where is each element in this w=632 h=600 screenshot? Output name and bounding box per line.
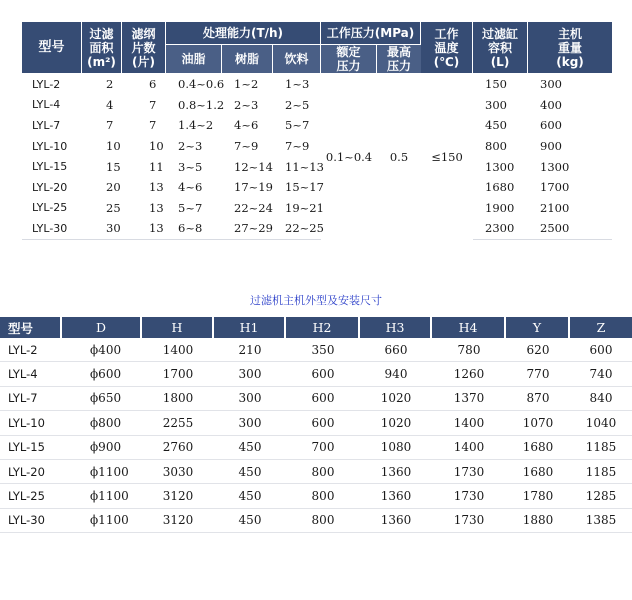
cell-volume: 1300 — [485, 159, 515, 174]
cell-oil: 6~8 — [166, 218, 222, 240]
table-row — [0, 338, 632, 362]
dim-cell: 800 — [286, 460, 360, 484]
dim-header: H4 — [432, 317, 506, 338]
cell-oil: 2~3 — [178, 139, 203, 154]
cell-volume: 800 — [485, 139, 507, 154]
cell-resin: 2~3 — [234, 97, 259, 112]
dim-cell: 1360 — [360, 484, 432, 508]
dim-cell: 1880 — [506, 509, 570, 533]
dim-cell: ϕ800 — [62, 411, 142, 435]
cell-beverage: 11~13 — [285, 159, 324, 174]
dim-cell: 1020 — [360, 411, 432, 435]
cell-beverage: 5~7 — [285, 118, 310, 133]
header-rated-pressure-label: 额定 压力 — [336, 45, 361, 73]
cell-plates: 11 — [149, 159, 164, 174]
header-temperature — [421, 22, 473, 74]
header-plate-count — [122, 22, 166, 74]
dim-cell: 840 — [570, 387, 632, 411]
cell-resin: 17~19 — [234, 180, 273, 195]
cell-volume: 300 — [485, 97, 507, 112]
header-filter-area — [82, 22, 122, 74]
header-volume-label: 过滤缸 容积 (L) — [482, 26, 519, 69]
header-filter-area-label: 过滤 面积 (m²) — [87, 26, 116, 69]
table-row — [22, 198, 612, 219]
dim-cell: ϕ1100 — [62, 484, 142, 508]
dim-cell: 700 — [286, 436, 360, 460]
dim-cell: 940 — [360, 362, 432, 386]
dim-cell: 600 — [286, 362, 360, 386]
header-pressure: 工作压力(MPa) — [321, 22, 421, 45]
dim-header: 型号 — [0, 317, 62, 338]
table-row — [0, 509, 632, 533]
table-row — [0, 484, 632, 508]
dim-cell: 450 — [214, 436, 286, 460]
cell-model: LYL-30 — [22, 218, 82, 240]
dim-header: Z — [570, 317, 632, 338]
cell-beverage: 19~21 — [285, 200, 324, 215]
table-row — [0, 362, 632, 386]
dim-cell: 660 — [360, 338, 432, 362]
table-row — [22, 136, 612, 157]
cell-volume: 150 — [485, 77, 507, 92]
dim-cell: LYL-30 — [0, 509, 62, 533]
cell-model: LYL-4 — [32, 98, 61, 112]
filter-specs-table — [22, 22, 612, 240]
dim-cell: 1680 — [506, 460, 570, 484]
cell-area: 7 — [106, 118, 114, 133]
dim-cell: 1070 — [506, 411, 570, 435]
cell-plates: 10 — [149, 139, 164, 154]
dim-cell: LYL-2 — [0, 338, 62, 362]
dim-cell: 1040 — [570, 411, 632, 435]
dim-cell: 450 — [214, 484, 286, 508]
dim-cell: 300 — [214, 411, 286, 435]
cell-resin: 12~14 — [234, 159, 273, 174]
dim-cell: 1285 — [570, 484, 632, 508]
dim-cell: 1700 — [142, 362, 214, 386]
dim-cell: 1730 — [432, 509, 506, 533]
dim-cell: 780 — [432, 338, 506, 362]
dim-header: D — [62, 317, 142, 338]
cell-area: 25 — [106, 200, 121, 215]
cell-area: 20 — [106, 180, 121, 195]
dim-cell: 1370 — [432, 387, 506, 411]
dim-cell: LYL-25 — [0, 484, 62, 508]
table-row — [22, 74, 612, 95]
dim-cell: 300 — [214, 387, 286, 411]
cell-weight: 2100 — [540, 200, 570, 215]
dim-cell: 1385 — [570, 509, 632, 533]
table-row — [22, 218, 612, 240]
cell-model: LYL-2 — [32, 77, 61, 91]
dim-cell: ϕ900 — [62, 436, 142, 460]
cell-oil: 3~5 — [178, 159, 203, 174]
cell-area: 2 — [106, 77, 114, 92]
cell-model: LYL-15 — [32, 160, 68, 174]
header-weight — [528, 22, 612, 74]
cell-shared-max: 0.5 — [389, 149, 409, 164]
cell-oil: 0.8~1.2 — [178, 97, 225, 112]
dim-cell: 800 — [286, 484, 360, 508]
dim-cell: 2760 — [142, 436, 214, 460]
cell-resin: 27~29 — [222, 218, 273, 240]
dim-header: H — [142, 317, 214, 338]
dimensions-table — [0, 317, 632, 533]
dim-cell: 1680 — [506, 436, 570, 460]
cell-beverage: 7~9 — [285, 139, 310, 154]
dim-cell: 1800 — [142, 387, 214, 411]
header-model: 型号 — [22, 22, 82, 74]
dim-cell: 210 — [214, 338, 286, 362]
dim-cell: 1020 — [360, 387, 432, 411]
cell-oil: 0.4~0.6 — [178, 77, 225, 92]
cell-weight: 400 — [540, 97, 562, 112]
cell-resin: 22~24 — [234, 200, 273, 215]
cell-weight: 300 — [540, 77, 562, 92]
dim-cell: ϕ400 — [62, 338, 142, 362]
cell-beverage: 1~3 — [285, 77, 310, 92]
header-resin: 树脂 — [222, 45, 273, 74]
cell-shared-temp: ≤150 — [431, 149, 463, 164]
dim-cell: 1400 — [432, 436, 506, 460]
dim-cell: 450 — [214, 509, 286, 533]
dim-cell: LYL-4 — [0, 362, 62, 386]
dim-cell: 800 — [286, 509, 360, 533]
table-row — [22, 95, 612, 116]
dim-cell: 1360 — [360, 509, 432, 533]
header-volume — [473, 22, 528, 74]
dim-cell: 740 — [570, 362, 632, 386]
cell-beverage: 2~5 — [285, 97, 310, 112]
cell-plates: 13 — [149, 180, 164, 195]
cell-weight: 600 — [540, 118, 562, 133]
cell-beverage: 22~25 — [273, 218, 321, 240]
dim-header: Y — [506, 317, 570, 338]
dim-header: H1 — [214, 317, 286, 338]
table-row — [0, 460, 632, 484]
table-row — [0, 411, 632, 435]
dim-cell: LYL-10 — [0, 411, 62, 435]
dim-cell: 1400 — [432, 411, 506, 435]
table-row — [0, 436, 632, 460]
dim-cell: 1360 — [360, 460, 432, 484]
cell-model: LYL-25 — [32, 201, 68, 215]
dim-cell: 1730 — [432, 484, 506, 508]
dim-cell: 600 — [286, 411, 360, 435]
cell-shared-rated: 0.1~0.4 — [325, 149, 373, 164]
table-row — [22, 156, 612, 177]
cell-volume: 1680 — [485, 180, 515, 195]
dim-cell: ϕ600 — [62, 362, 142, 386]
dim-cell: 1400 — [142, 338, 214, 362]
cell-oil: 5~7 — [178, 200, 203, 215]
cell-model: LYL-20 — [32, 180, 68, 194]
dim-cell: 1730 — [432, 460, 506, 484]
table-row — [22, 115, 612, 136]
cell-plates: 13 — [122, 218, 166, 240]
dim-header: H2 — [286, 317, 360, 338]
dim-cell: 3120 — [142, 484, 214, 508]
dim-cell: ϕ1100 — [62, 460, 142, 484]
cell-plates: 6 — [149, 77, 157, 92]
cell-resin: 7~9 — [234, 139, 259, 154]
cell-area: 15 — [106, 159, 121, 174]
cell-resin: 4~6 — [234, 118, 259, 133]
cell-oil: 1.4~2 — [178, 118, 214, 133]
dim-cell: 600 — [286, 387, 360, 411]
cell-plates: 13 — [149, 200, 164, 215]
cell-model: LYL-7 — [32, 118, 61, 132]
dim-cell: 1780 — [506, 484, 570, 508]
header-beverage: 饮料 — [273, 45, 321, 74]
table-row — [0, 387, 632, 411]
dim-cell: 3030 — [142, 460, 214, 484]
dim-cell: ϕ1100 — [62, 509, 142, 533]
cell-weight: 1300 — [540, 159, 570, 174]
dim-cell: 620 — [506, 338, 570, 362]
cell-area: 10 — [106, 139, 121, 154]
cell-area: 4 — [106, 97, 114, 112]
dim-cell: 1260 — [432, 362, 506, 386]
header-rated-pressure — [321, 45, 377, 74]
header-max-pressure — [377, 45, 421, 74]
cell-volume: 1900 — [485, 200, 515, 215]
dim-cell: 870 — [506, 387, 570, 411]
dim-cell: 3120 — [142, 509, 214, 533]
header-weight-label: 主机 重量 (kg) — [556, 26, 584, 69]
dim-cell: ϕ650 — [62, 387, 142, 411]
dim-cell: 2255 — [142, 411, 214, 435]
header-oil: 油脂 — [166, 45, 222, 74]
header-temperature-label: 工作 温度 (℃) — [433, 26, 460, 69]
cell-plates: 7 — [149, 97, 157, 112]
cell-volume: 2300 — [473, 218, 528, 240]
cell-resin: 1~2 — [234, 77, 259, 92]
cell-weight: 1700 — [540, 180, 570, 195]
cell-plates: 7 — [149, 118, 157, 133]
dimensions-caption: 过滤机主机外型及安装尺寸 — [250, 294, 382, 307]
dim-header: H3 — [360, 317, 432, 338]
dim-cell: LYL-15 — [0, 436, 62, 460]
dim-cell: 1080 — [360, 436, 432, 460]
cell-area: 30 — [82, 218, 122, 240]
header-plate-count-label: 滤纲 片数 (片) — [131, 26, 156, 69]
cell-beverage: 15~17 — [285, 180, 324, 195]
dim-cell: 600 — [570, 338, 632, 362]
dim-cell: 770 — [506, 362, 570, 386]
dim-cell: 450 — [214, 460, 286, 484]
header-max-pressure-label: 最高 压力 — [387, 45, 412, 73]
header-capacity: 处理能力(T/h) — [166, 22, 321, 45]
dim-cell: LYL-20 — [0, 460, 62, 484]
dim-cell: 1185 — [570, 460, 632, 484]
dim-cell: 1185 — [570, 436, 632, 460]
cell-weight: 2500 — [528, 218, 612, 240]
dim-cell: 350 — [286, 338, 360, 362]
cell-weight: 900 — [540, 139, 562, 154]
dim-cell: LYL-7 — [0, 387, 62, 411]
cell-model: LYL-10 — [32, 139, 68, 153]
dim-cell: 300 — [214, 362, 286, 386]
cell-volume: 450 — [485, 118, 507, 133]
table-row — [22, 177, 612, 198]
cell-oil: 4~6 — [178, 180, 203, 195]
